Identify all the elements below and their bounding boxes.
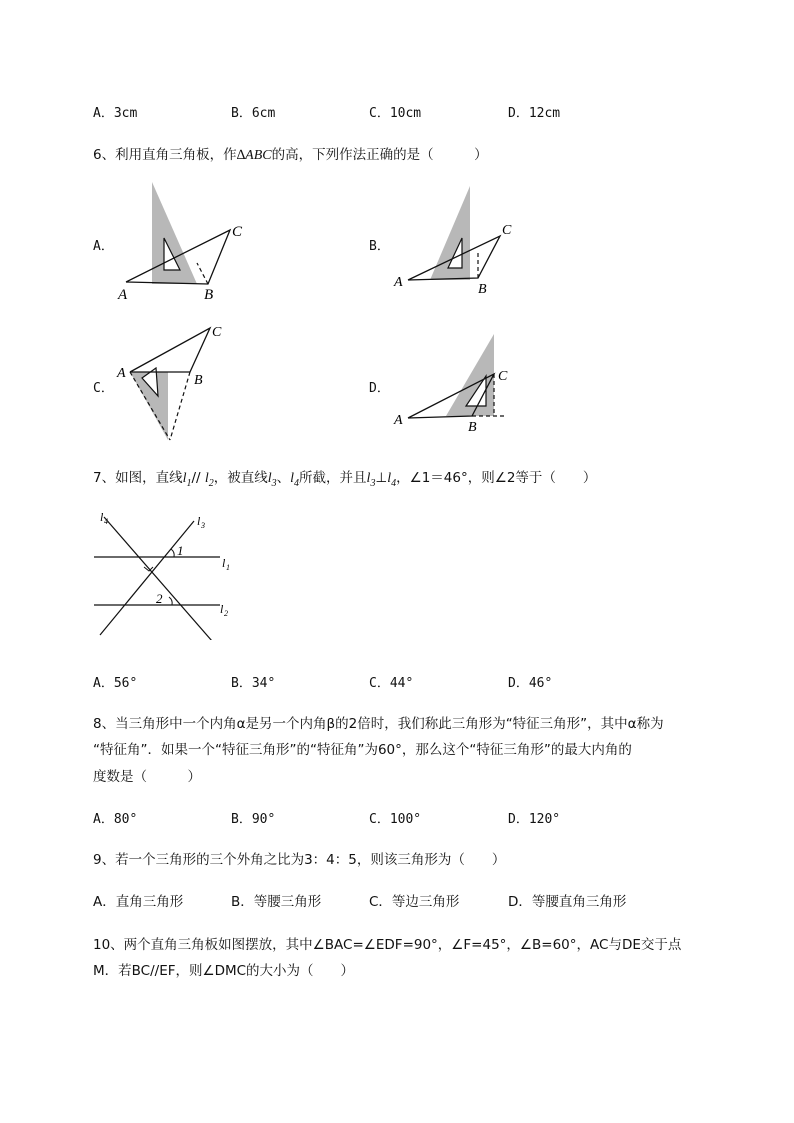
q9-option-d: D．等腰直角三角形 xyxy=(508,894,627,910)
q10-stem-line1: 10、两个直角三角板如图摆放，其中∠BAC=∠EDF=90°，∠F=45°，∠B=60°，AC与DE交于点 xyxy=(93,937,682,953)
angle-2-label: 2 xyxy=(156,591,163,606)
vertex-b-label: B xyxy=(204,287,214,303)
svg-text:1: 1 xyxy=(226,563,230,572)
triangle-abc xyxy=(130,328,210,372)
q5-option-d: D．12cm xyxy=(508,106,561,121)
q6-option-c-label: C． xyxy=(93,381,114,396)
vertex-b-label: B xyxy=(194,373,203,388)
q8-option-c: C．100° xyxy=(369,812,422,827)
line-l4 xyxy=(104,517,212,640)
q6-stem: 6、利用直角三角板，作∆ABC的高，下列作法正确的是（ ） xyxy=(93,147,488,163)
q6-figure-c xyxy=(112,320,232,445)
q7-option-a: A．56° xyxy=(93,676,138,691)
q7-stem: 7、如图，直线$l_1//$ $l_2$，被直线$l_3$、$l_4$所截，并且$l_3\perp l_4$，∠1＝46°，则∠2等于（ ） xyxy=(93,470,597,489)
label-l3: l xyxy=(197,514,201,528)
q9-option-b: B．等腰三角形 xyxy=(231,894,322,910)
q5-option-b: B．6cm xyxy=(231,106,276,121)
q9-option-a: A．直角三角形 xyxy=(93,894,184,910)
vertex-c-label: C xyxy=(502,223,512,238)
q6-figure-a xyxy=(110,178,260,303)
q10-stem-line2: M．若BC//EF，则∠DMC的大小为（ ） xyxy=(93,963,355,979)
q6-option-a-label: A． xyxy=(93,239,114,254)
q8-option-a: A．80° xyxy=(93,812,138,827)
q8-stem-line1: 8、当三角形中一个内角α是另一个内角β的2倍时，我们称此三角形为“特征三角形”，其中α称为 xyxy=(93,716,664,732)
vertex-c-label: C xyxy=(232,224,243,240)
q6-figure-d xyxy=(390,330,520,438)
q8-stem-line2: “特征角”．如果一个“特征三角形”的“特征角”为60°，那么这个“特征三角形”的最大内角的 xyxy=(93,742,632,758)
vertex-c-label: C xyxy=(212,325,222,340)
q9-stem: 9、若一个三角形的三个外角之比为3：4：5，则该三角形为（ ） xyxy=(93,852,506,868)
q9-option-c: C．等边三角形 xyxy=(369,894,460,910)
label-l2: l xyxy=(220,602,224,616)
vertex-b-label: B xyxy=(468,420,477,435)
label-l4: l xyxy=(100,510,104,524)
q6-figure-b xyxy=(390,180,530,300)
q7-option-d: D．46° xyxy=(508,676,553,691)
q7-option-c: C．44° xyxy=(369,676,414,691)
q8-stem-line3: 度数是（ ） xyxy=(93,769,201,785)
svg-text:4: 4 xyxy=(104,517,108,526)
line-l3 xyxy=(100,521,194,635)
triangle-abc-symbol: ∆ABC xyxy=(236,148,272,163)
q5-option-a: A．3cm xyxy=(93,106,138,121)
vertex-b-label: B xyxy=(478,282,487,297)
q6-option-b-label: B． xyxy=(369,239,390,254)
vertex-a-label: A xyxy=(117,366,126,381)
q7-figure xyxy=(88,505,248,640)
q8-option-b: B．90° xyxy=(231,812,276,827)
q6-option-d-label: D． xyxy=(369,381,390,396)
label-l1: l xyxy=(222,556,226,570)
vertex-c-label: C xyxy=(498,369,508,384)
q5-option-c: C．10cm xyxy=(369,106,422,121)
vertex-a-label: A xyxy=(118,287,128,303)
svg-text:3: 3 xyxy=(201,521,205,530)
q8-option-d: D．120° xyxy=(508,812,561,827)
vertex-a-label: A xyxy=(394,413,403,428)
svg-text:2: 2 xyxy=(224,609,228,618)
vertex-a-label: A xyxy=(394,275,403,290)
q7-option-b: B．34° xyxy=(231,676,276,691)
angle-1-label: 1 xyxy=(177,543,184,558)
